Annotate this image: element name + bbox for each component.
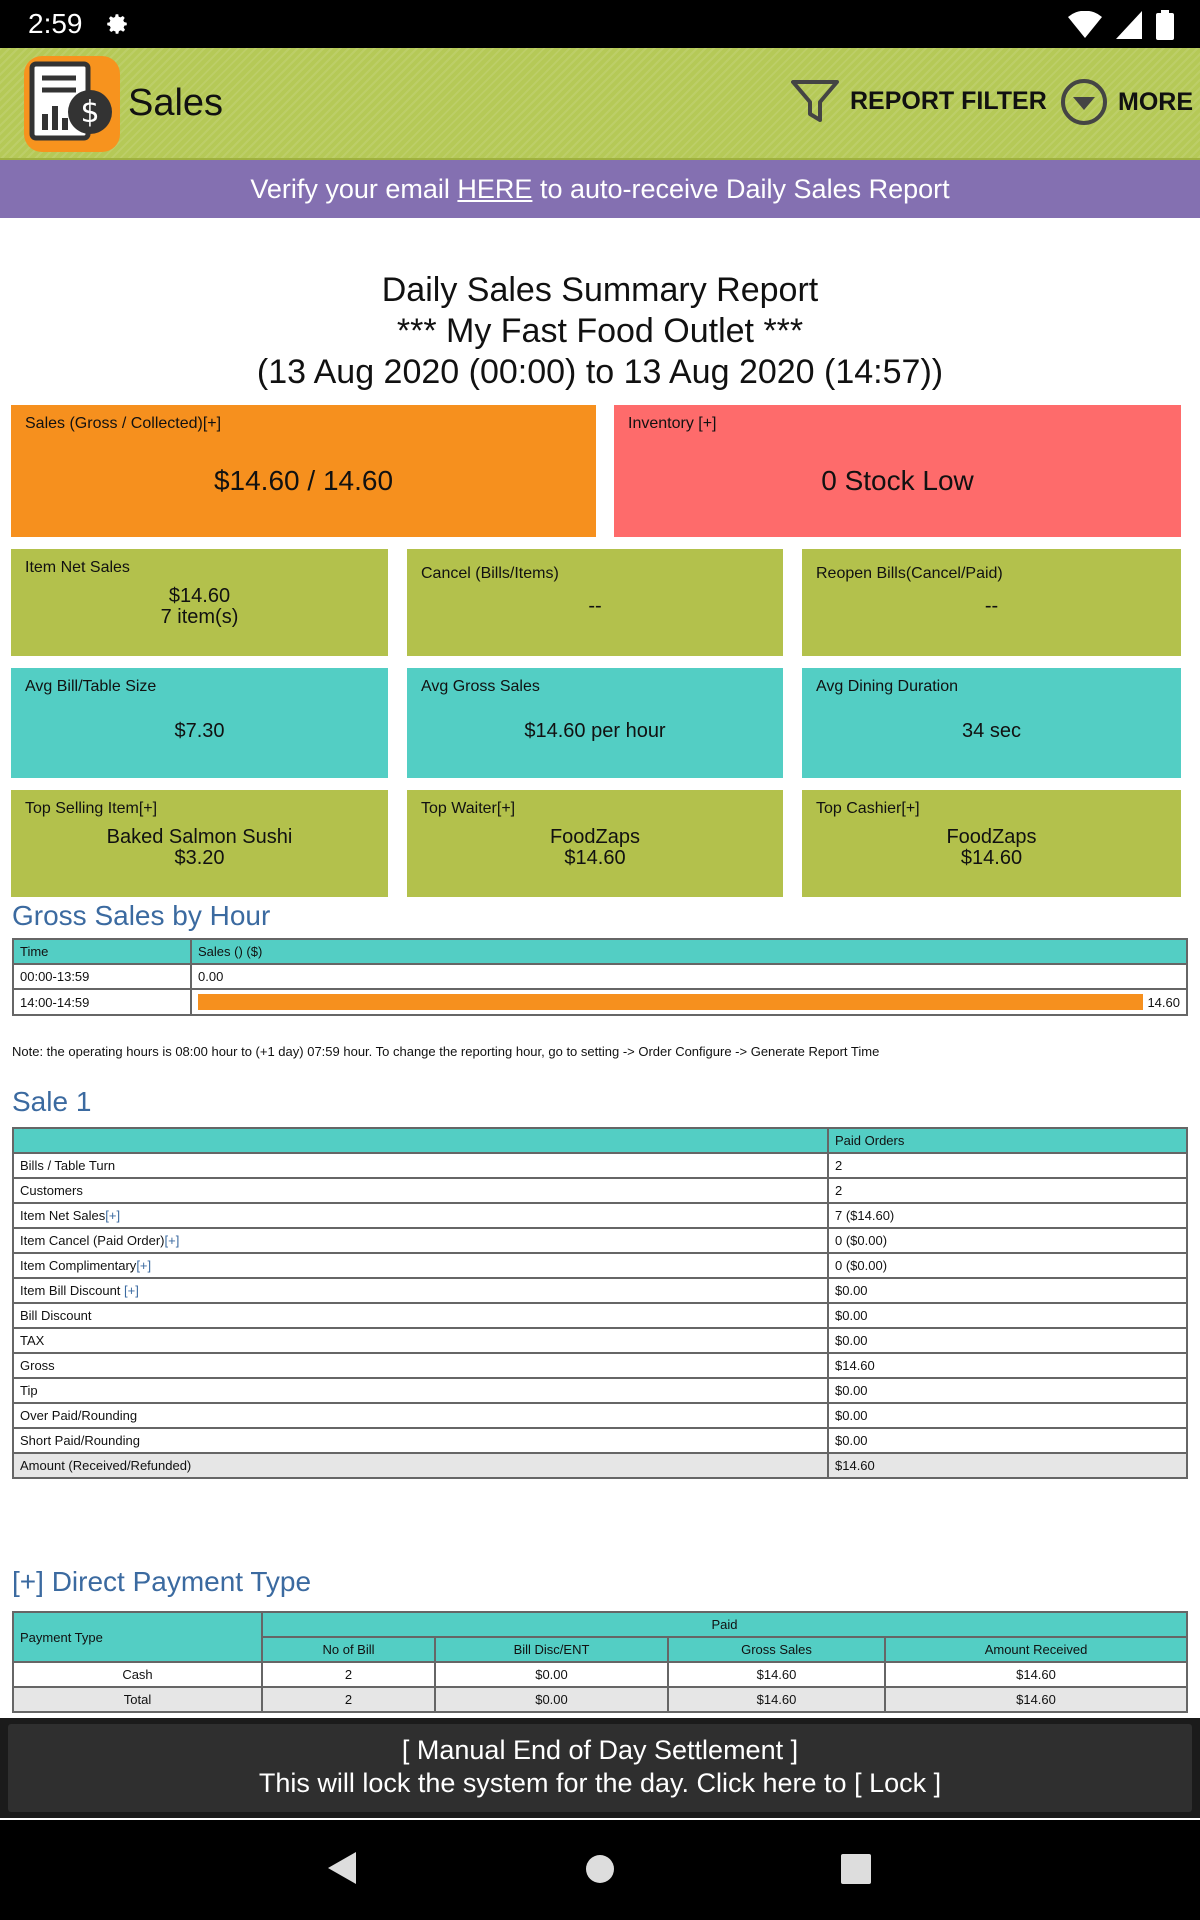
table-row: [13, 1403, 1187, 1428]
sale-row-value-cell: $0.00: [828, 1403, 1187, 1428]
sale-row-label: Tip: [20, 1383, 38, 1398]
avg-gross-sales-tile: [407, 668, 783, 778]
more-button[interactable]: [1060, 78, 1193, 126]
sale-row-value-cell: $14.60: [828, 1353, 1187, 1378]
verify-email-banner: [0, 160, 1200, 218]
sale-row-value-cell: $0.00: [828, 1378, 1187, 1403]
tile-value: $14.60 / 14.60: [213, 465, 394, 496]
sale-row-value-cell: 2: [828, 1178, 1187, 1203]
table-row: [13, 964, 1187, 989]
tile-value: Baked Salmon Sushi: [106, 826, 293, 848]
tile-value-2: $3.20: [174, 847, 225, 869]
sale-row-label-cell: [13, 1328, 828, 1353]
manual-end-of-day-settlement-button[interactable]: [8, 1724, 1192, 1812]
sale-row-label-cell: [13, 1353, 828, 1378]
no-of-bill-cell: 2: [262, 1662, 435, 1687]
gross-sales-cell: $14.60: [668, 1687, 885, 1712]
sale-row-label: Amount (Received/Refunded): [20, 1458, 192, 1473]
table-row: [13, 989, 1187, 1015]
column-header-gross-sales: Gross Sales: [668, 1637, 885, 1662]
app-title: Sales: [128, 82, 224, 124]
back-icon[interactable]: [326, 1850, 358, 1886]
table-row: [13, 1353, 1187, 1378]
sale-row-label-cell: [13, 1153, 828, 1178]
verify-here-link[interactable]: HERE: [457, 174, 533, 204]
sale-row-label: Item Complimentary: [20, 1258, 137, 1273]
sale-row-label-cell: [13, 1253, 828, 1278]
report-title-line1: Daily Sales Summary Report: [381, 271, 819, 309]
hour-value: 0.00: [198, 969, 224, 984]
report-filter-label: REPORT FILTER: [850, 86, 1047, 115]
tile-value: 0 Stock Low: [821, 465, 974, 496]
sale-1-table: [12, 1127, 1188, 1479]
table-row: [13, 1453, 1187, 1478]
table-row: [13, 1178, 1187, 1203]
cell-signal-icon: [1116, 11, 1142, 39]
no-of-bill-cell: 2: [262, 1687, 435, 1712]
table-row: [13, 1303, 1187, 1328]
sale-row-label: Item Cancel (Paid Order): [20, 1233, 165, 1248]
tile-value: $14.60 per hour: [524, 720, 666, 742]
tile-value-2: 7 item(s): [160, 606, 239, 628]
tile-label: Cancel (Bills/Items): [421, 565, 559, 582]
tile-label: Avg Gross Sales: [421, 678, 540, 695]
sales-report-logo-icon: [24, 56, 120, 152]
tile-value: 34 sec: [962, 720, 1021, 742]
sale-row-value-cell: $0.00: [828, 1303, 1187, 1328]
table-row: [13, 1153, 1187, 1178]
expand-link[interactable]: [+]: [164, 1233, 180, 1248]
hour-time-cell: 00:00-13:59: [13, 964, 191, 989]
table-header-row: [13, 1128, 1187, 1153]
tile-label: Reopen Bills(Cancel/Paid): [816, 565, 1003, 582]
column-header-bill-disc: Bill Disc/ENT: [435, 1637, 668, 1662]
table-row: [13, 1328, 1187, 1353]
tile-label: Item Net Sales: [25, 559, 130, 576]
verify-suffix: to auto-receive Daily Sales Report: [532, 174, 950, 204]
sale-row-label: Item Bill Discount: [20, 1283, 125, 1298]
direct-payment-type-heading[interactable]: [+] Direct Payment Type: [12, 1566, 312, 1597]
navigation-bar: [0, 1820, 1200, 1920]
sale-row-value-cell: $0.00: [828, 1278, 1187, 1303]
amount-received-cell: $14.60: [885, 1687, 1187, 1712]
tile-value: FoodZaps: [549, 826, 641, 848]
hour-value-cell: [191, 964, 1187, 989]
column-header-amount-received: Amount Received: [885, 1637, 1187, 1662]
bill-disc-cell: $0.00: [435, 1662, 668, 1687]
battery-icon: [1156, 10, 1174, 40]
table-row: [13, 1253, 1187, 1278]
tile-label: Avg Dining Duration: [816, 678, 959, 695]
settlement-line-1: [ Manual End of Day Settlement ]: [401, 1735, 799, 1765]
column-header-paid: Paid: [262, 1612, 1187, 1637]
hour-bar: [198, 994, 1143, 1010]
sale-row-value-cell: $0.00: [828, 1328, 1187, 1353]
tile-value: --: [984, 595, 999, 617]
tile-label: Top Selling Item[+]: [25, 800, 158, 817]
home-icon[interactable]: [584, 1853, 616, 1885]
tile-label: Avg Bill/Table Size: [25, 678, 157, 695]
hour-value-cell: [191, 989, 1187, 1015]
operating-hours-note: Note: the operating hours is 08:00 hour to (+1 day) 07:59 hour. To change the reporting hour, go to setting -> Order Configure -> Generate Report Time: [12, 1044, 880, 1059]
inventory-tile[interactable]: [614, 405, 1181, 537]
tile-label: Inventory [+]: [628, 415, 717, 432]
table-row: [13, 1378, 1187, 1403]
gross-sales-cell: $14.60: [668, 1662, 885, 1687]
tile-value: FoodZaps: [946, 826, 1037, 848]
sale-row-label: Over Paid/Rounding: [20, 1408, 138, 1423]
sale-row-label-cell: [13, 1378, 828, 1403]
svg-text:$: $: [80, 95, 100, 130]
item-net-sales-tile: [11, 549, 388, 656]
payment-type-cell: Total: [13, 1687, 262, 1712]
verify-prefix: Verify your email: [250, 174, 458, 204]
payment-type-cell: Cash: [13, 1662, 262, 1687]
tile-label: Top Waiter[+]: [421, 800, 516, 817]
hour-value: 14.60: [1147, 994, 1180, 1010]
expand-link[interactable]: [+]: [124, 1283, 139, 1298]
chevron-down-circle-icon: [1060, 78, 1108, 126]
avg-dining-duration-tile: [802, 668, 1181, 778]
table-row: [13, 1203, 1187, 1228]
sale-row-value-cell: $0.00: [828, 1428, 1187, 1453]
column-header-payment-type: Payment Type: [13, 1612, 262, 1662]
table-header-row: [13, 939, 1187, 964]
table-row: [13, 1687, 1187, 1712]
direct-payment-table: [12, 1611, 1188, 1713]
amount-received-cell: $14.60: [885, 1662, 1187, 1687]
gross-sales-by-hour-heading: Gross Sales by Hour: [12, 900, 271, 931]
top-waiter-tile[interactable]: [407, 790, 783, 897]
tile-value: $7.30: [174, 720, 225, 742]
bill-disc-cell: $0.00: [435, 1687, 668, 1712]
tile-value: --: [588, 595, 602, 617]
expand-link[interactable]: [+]: [136, 1258, 152, 1273]
sale-row-label: Item Net Sales: [20, 1208, 106, 1223]
sale-row-label-cell: [13, 1453, 828, 1478]
recents-icon[interactable]: [840, 1853, 872, 1885]
sale-row-value-cell: 0 ($0.00): [828, 1253, 1187, 1278]
sale-row-value-cell: 7 ($14.60): [828, 1203, 1187, 1228]
sale-row-label-cell: [13, 1278, 828, 1303]
top-selling-item-tile[interactable]: [11, 790, 388, 897]
sale-row-label-cell: [13, 1203, 828, 1228]
sale-row-value-cell: $14.60: [828, 1453, 1187, 1478]
column-header-time: Time: [13, 939, 191, 964]
sale-row-label: TAX: [20, 1333, 45, 1348]
sale-row-label: Bill Discount: [20, 1308, 92, 1323]
sale-row-label: Bills / Table Turn: [20, 1158, 116, 1173]
tile-value-2: $14.60: [960, 847, 1023, 869]
tile-label: Sales (Gross / Collected)[+]: [25, 415, 222, 432]
sale-row-label-cell: [13, 1403, 828, 1428]
wifi-icon: [1068, 11, 1102, 39]
column-header-blank: [13, 1128, 828, 1153]
sale-1-heading: Sale 1: [12, 1086, 92, 1117]
column-header-paid-orders: Paid Orders: [828, 1128, 1187, 1153]
hour-time-cell: 14:00-14:59: [13, 989, 191, 1015]
cancel-tile: [407, 549, 783, 656]
expand-link[interactable]: [+]: [105, 1208, 121, 1223]
sale-row-label-cell: [13, 1303, 828, 1328]
table-row: [13, 1428, 1187, 1453]
table-row: [13, 1662, 1187, 1687]
gear-icon: [104, 11, 130, 37]
avg-bill-tile: [11, 668, 388, 778]
gross-sales-by-hour-table: [12, 938, 1188, 1016]
sale-row-label: Gross: [20, 1358, 55, 1373]
table-row: [13, 1228, 1187, 1253]
report-outlet-name: *** My Fast Food Outlet ***: [396, 312, 804, 350]
column-header-sales: Sales () ($): [191, 939, 1187, 964]
sale-row-label-cell: [13, 1228, 828, 1253]
report-date-range: (13 Aug 2020 (00:00) to 13 Aug 2020 (14:57)): [256, 353, 944, 391]
table-row: [13, 1278, 1187, 1303]
report-title: [0, 270, 1200, 393]
tile-label: Top Cashier[+]: [816, 800, 920, 817]
tile-value-2: $14.60: [564, 847, 626, 869]
status-bar: [0, 0, 1200, 48]
sale-row-label: Customers: [20, 1183, 83, 1198]
reopen-bills-tile: [802, 549, 1181, 656]
tile-value: $14.60: [168, 585, 231, 607]
sale-row-label-cell: [13, 1178, 828, 1203]
column-header-no-of-bill: No of Bill: [262, 1637, 435, 1662]
top-cashier-tile[interactable]: [802, 790, 1181, 897]
settlement-line-2: This will lock the system for the day. Click here to [ Lock ]: [258, 1768, 942, 1798]
report-filter-button[interactable]: [790, 78, 1047, 124]
sales-tile[interactable]: [11, 405, 596, 537]
status-time: 2:59: [28, 8, 83, 39]
table-header-row: [13, 1612, 1187, 1637]
hour-bar-track: [198, 994, 1143, 1010]
sale-row-value-cell: 0 ($0.00): [828, 1228, 1187, 1253]
sale-row-label-cell: [13, 1428, 828, 1453]
app-bar: [0, 48, 1200, 160]
more-label: MORE: [1118, 87, 1193, 116]
sale-row-label: Short Paid/Rounding: [20, 1433, 140, 1448]
filter-icon: [790, 78, 840, 124]
sale-row-value-cell: 2: [828, 1153, 1187, 1178]
